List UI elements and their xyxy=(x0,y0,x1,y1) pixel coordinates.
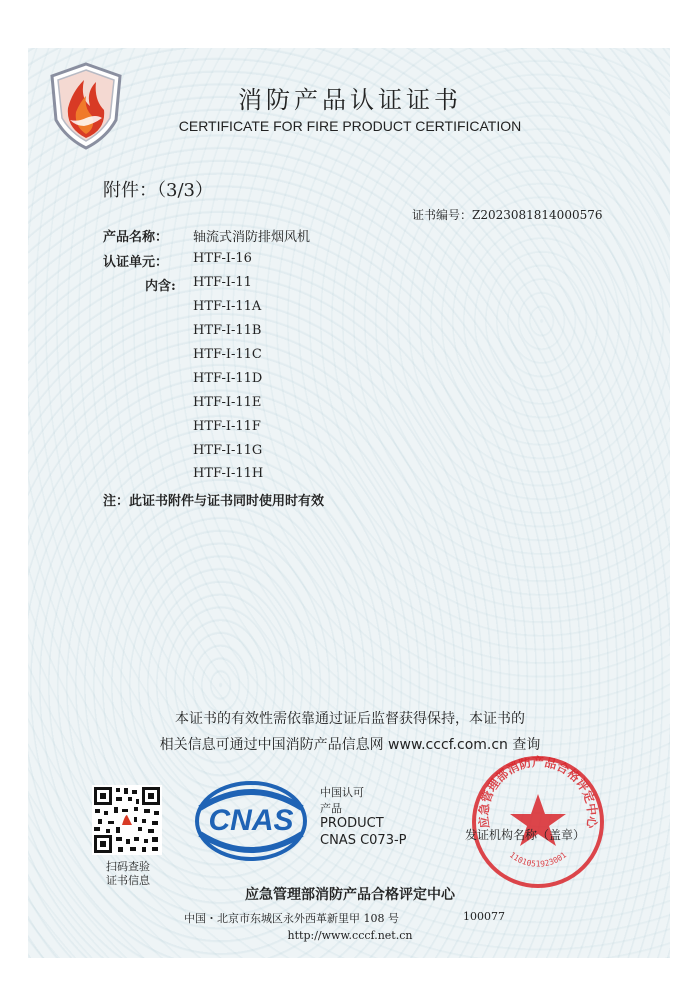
accreditation-line-3: PRODUCT xyxy=(320,816,384,831)
cnas-logo-text: CNAS xyxy=(208,804,294,837)
svg-text:1101051923001 xyxy=(508,850,569,868)
qr-label-line-2: 证书信息 xyxy=(106,874,150,887)
attachment-note: 注：此证书附件与证书同时使用时有效 xyxy=(103,494,325,509)
model-item: HTF-I-11 xyxy=(193,275,252,290)
contains-label: 内含: xyxy=(145,279,176,294)
contains-row xyxy=(103,275,503,295)
cert-unit-label: 认证单元： xyxy=(103,255,169,270)
cnas-logo xyxy=(192,778,310,864)
issuer-label: 发证机构名称（盖章） xyxy=(465,828,586,842)
certificate-number: 证书编号：Z2023081814000576 xyxy=(412,208,603,222)
product-name-label: 产品名称： xyxy=(103,230,169,245)
verification-qr-code[interactable] xyxy=(92,785,162,855)
model-item: HTF-I-11E xyxy=(193,395,262,410)
model-item: HTF-I-11H xyxy=(193,466,264,481)
certificate-title-en: CERTIFICATE FOR FIRE PRODUCT CERTIFICATION xyxy=(178,118,522,134)
postal-code: 100077 xyxy=(463,910,505,923)
official-red-seal xyxy=(468,752,608,892)
issuing-center-name: 应急管理部消防产品合格评定中心 xyxy=(245,887,455,903)
product-name-row xyxy=(103,226,503,246)
accreditation-line-2: 产品 xyxy=(320,802,342,815)
model-item: HTF-I-11D xyxy=(193,371,263,386)
seal-number: 1101051923001 xyxy=(507,850,569,869)
certificate-title-cn: 消防产品认证证书 xyxy=(238,86,462,114)
website-link[interactable]: http://www.cccf.net.cn xyxy=(287,929,413,942)
model-item: HTF-I-11F xyxy=(193,419,261,434)
qr-label-line-1: 扫码查验 xyxy=(106,860,150,873)
accreditation-line-1: 中国认可 xyxy=(320,786,364,799)
attachment-number: 附件：（3/3） xyxy=(103,180,213,201)
issuing-center-address: 中国・北京市东城区永外西革新里甲 108 号 xyxy=(184,912,399,925)
model-item: HTF-I-11B xyxy=(193,323,262,338)
model-item: HTF-I-11C xyxy=(193,347,262,362)
validity-line-2: 相关信息可通过中国消防产品信息网 www.cccf.com.cn 查询 xyxy=(159,737,541,753)
accreditation-line-4: CNAS C073-P xyxy=(320,833,407,848)
validity-line-1: 本证书的有效性需依靠通过证后监督获得保持，本证书的 xyxy=(175,711,525,727)
cert-unit-row xyxy=(103,251,503,271)
seal-text: 应急管理部消防产品合格评定中心 xyxy=(476,755,600,830)
cert-unit-value: HTF-I-16 xyxy=(193,251,252,266)
product-name-value: 轴流式消防排烟风机 xyxy=(193,230,311,245)
model-item: HTF-I-11G xyxy=(193,443,263,458)
model-item: HTF-I-11A xyxy=(193,299,262,314)
